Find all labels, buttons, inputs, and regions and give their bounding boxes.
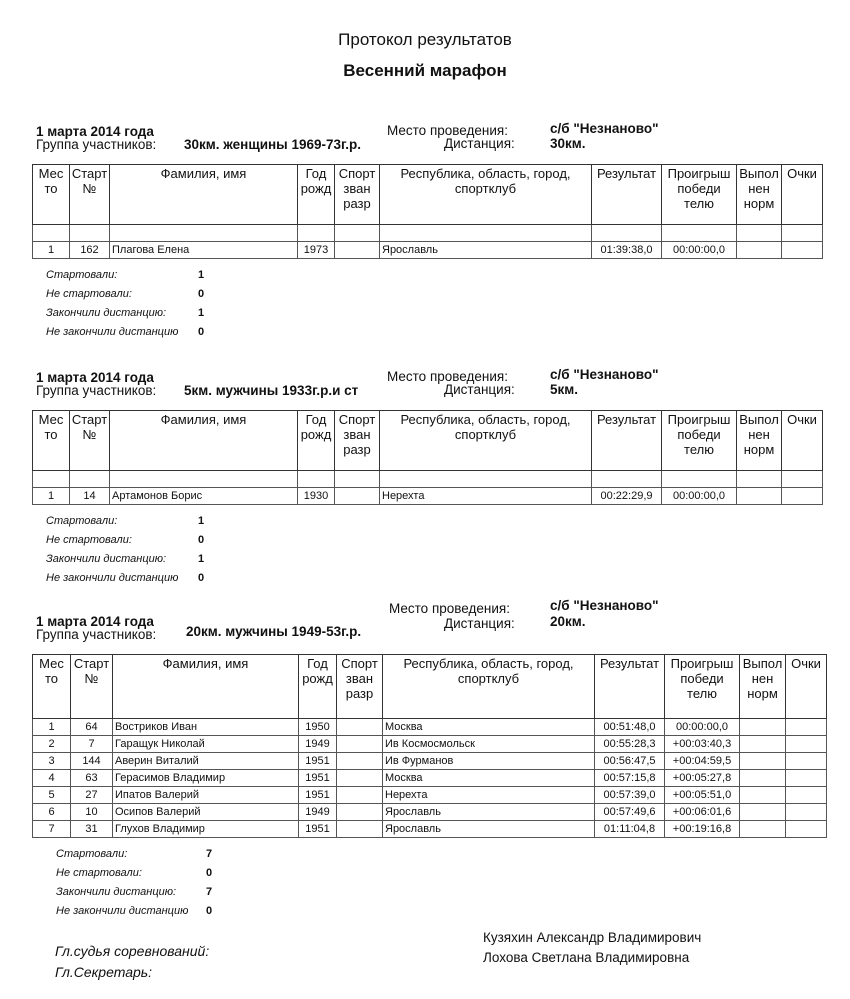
stat-started-label: Стартовали: <box>46 269 118 281</box>
place-label: Место проведения: <box>387 369 508 384</box>
cell-place: 4 <box>33 770 71 787</box>
stat-started-value: 1 <box>198 269 205 281</box>
cell-club: Нерехта <box>383 787 595 804</box>
cell-rank <box>337 736 383 753</box>
stat-finished-value: 1 <box>198 307 205 319</box>
col-start: Старт № <box>70 411 110 471</box>
cell-norm <box>740 787 786 804</box>
cell-name: Плагова Елена <box>110 242 298 259</box>
group-name: 30км. женщины 1969-73г.р. <box>184 137 362 152</box>
cell-start: 31 <box>71 821 113 838</box>
col-behind: Проигрыш победи телю <box>665 655 740 719</box>
cell-norm <box>740 821 786 838</box>
cell-year: 1951 <box>299 770 337 787</box>
section-date: 1 марта 2014 года <box>36 614 154 629</box>
col-name: Фамилия, имя <box>110 411 298 471</box>
cell-start: 10 <box>71 804 113 821</box>
cell-year: 1949 <box>299 736 337 753</box>
cell-rank <box>335 488 380 505</box>
stat-started-label: Стартовали: <box>46 515 118 527</box>
cell-club: Ярославль <box>383 804 595 821</box>
cell-behind: +00:05:51,0 <box>665 787 740 804</box>
cell-norm <box>740 804 786 821</box>
cell-start: 7 <box>71 736 113 753</box>
cell-result: 00:57:39,0 <box>595 787 665 804</box>
cell-year: 1930 <box>298 488 335 505</box>
cell-result: 01:39:38,0 <box>592 242 662 259</box>
stat-not-started-value: 0 <box>206 867 213 879</box>
cell-year: 1973 <box>298 242 335 259</box>
table-row <box>33 821 827 838</box>
cell-behind: 00:00:00,0 <box>662 488 737 505</box>
cell-start: 64 <box>71 719 113 736</box>
col-place: Мес то <box>33 411 70 471</box>
cell-name: Артамонов Борис <box>110 488 298 505</box>
group-label: Группа участников: <box>36 627 157 642</box>
group-label: Группа участников: <box>36 383 157 398</box>
col-club: Республика, область, город, спортклуб <box>380 411 592 471</box>
cell-place: 6 <box>33 804 71 821</box>
place-value: с/б "Незнаново" <box>550 367 659 382</box>
stat-started-value: 7 <box>206 848 213 860</box>
col-year: Год рожд <box>298 411 335 471</box>
col-year: Год рожд <box>299 655 337 719</box>
cell-place: 1 <box>33 488 70 505</box>
cell-result: 01:11:04,8 <box>595 821 665 838</box>
cell-rank <box>337 787 383 804</box>
cell-result: 00:51:48,0 <box>595 719 665 736</box>
group-name: 5км. мужчины 1933г.р.и ст <box>184 383 359 398</box>
cell-place: 7 <box>33 821 71 838</box>
cell-name: Глухов Владимир <box>113 821 299 838</box>
col-year: Год рожд <box>298 165 335 225</box>
col-result: Результат <box>592 411 662 471</box>
cell-club: Ярославль <box>380 242 592 259</box>
col-behind: Проигрыш победи телю <box>662 411 737 471</box>
cell-result: 00:57:15,8 <box>595 770 665 787</box>
cell-points <box>782 242 823 259</box>
cell-name: Аверин Виталий <box>113 753 299 770</box>
cell-points <box>786 821 827 838</box>
results-table <box>32 654 827 838</box>
group-label: Группа участников: <box>36 137 157 152</box>
group-name: 20км. мужчины 1949-53г.р. <box>186 624 362 639</box>
col-place: Мес то <box>33 655 71 719</box>
section-1 <box>32 121 827 345</box>
cell-start: 144 <box>71 753 113 770</box>
stat-finished-value: 7 <box>206 886 213 898</box>
place-value: с/б "Незнаново" <box>550 121 659 136</box>
cell-points <box>786 719 827 736</box>
cell-points <box>786 753 827 770</box>
cell-name: Герасимов Владимир <box>113 770 299 787</box>
cell-year: 1951 <box>299 787 337 804</box>
section-stats <box>46 269 827 345</box>
col-club: Республика, область, город, спортклуб <box>383 655 595 719</box>
event-name: Весенний марафон <box>343 61 507 80</box>
stat-not-finished-label: Не закончили дистанцию <box>46 572 179 584</box>
col-rank: Спорт зван разр <box>335 165 380 225</box>
distance-value: 5км. <box>550 382 579 397</box>
col-norm: Выпол нен норм <box>740 655 786 719</box>
col-name: Фамилия, имя <box>113 655 299 719</box>
cell-rank <box>337 804 383 821</box>
cell-behind: 00:00:00,0 <box>665 719 740 736</box>
stat-not-finished-value: 0 <box>198 326 205 338</box>
section-date: 1 марта 2014 года <box>36 124 154 139</box>
table-row <box>33 719 827 736</box>
table-row <box>33 753 827 770</box>
stat-started-value: 1 <box>198 515 205 527</box>
section-2 <box>32 367 827 591</box>
stat-not-finished-value: 0 <box>206 905 213 917</box>
place-value: с/б "Незнаново" <box>550 598 659 613</box>
distance-value: 30км. <box>550 136 586 151</box>
results-table <box>32 410 823 505</box>
cell-points <box>786 736 827 753</box>
stat-not-started-value: 0 <box>198 288 205 300</box>
cell-behind: +00:19:16,8 <box>665 821 740 838</box>
stat-not-started-label: Не стартовали: <box>56 867 142 879</box>
cell-club: Москва <box>383 770 595 787</box>
col-start: Старт № <box>71 655 113 719</box>
chief-judge-label: Гл.судья соревнований: <box>55 943 210 959</box>
cell-club: Ив Космосмольск <box>383 736 595 753</box>
cell-behind: +00:06:01,6 <box>665 804 740 821</box>
cell-behind: +00:05:27,8 <box>665 770 740 787</box>
stat-not-started-label: Не стартовали: <box>46 288 132 300</box>
cell-behind: +00:03:40,3 <box>665 736 740 753</box>
cell-result: 00:55:28,3 <box>595 736 665 753</box>
distance-value: 20км. <box>550 614 586 629</box>
cell-year: 1949 <box>299 804 337 821</box>
cell-start: 162 <box>70 242 110 259</box>
place-label: Место проведения: <box>389 601 510 616</box>
cell-name: Ипатов Валерий <box>113 787 299 804</box>
col-result: Результат <box>592 165 662 225</box>
distance-label: Дистанция: <box>444 616 515 631</box>
cell-year: 1951 <box>299 753 337 770</box>
cell-start: 14 <box>70 488 110 505</box>
place-label: Место проведения: <box>387 123 508 138</box>
col-club: Республика, область, город, спортклуб <box>380 165 592 225</box>
distance-label: Дистанция: <box>444 382 515 397</box>
col-norm: Выпол нен норм <box>737 165 782 225</box>
cell-start: 27 <box>71 787 113 804</box>
cell-norm <box>737 242 782 259</box>
cell-place: 3 <box>33 753 71 770</box>
cell-norm <box>740 736 786 753</box>
col-points: Очки <box>782 165 823 225</box>
cell-norm <box>740 719 786 736</box>
section-date: 1 марта 2014 года <box>36 370 154 385</box>
cell-name: Востриков Иван <box>113 719 299 736</box>
cell-result: 00:56:47,5 <box>595 753 665 770</box>
stat-finished-value: 1 <box>198 553 205 565</box>
cell-points <box>786 770 827 787</box>
col-rank: Спорт зван разр <box>335 411 380 471</box>
cell-points <box>782 488 823 505</box>
stat-not-started-label: Не стартовали: <box>46 534 132 546</box>
cell-rank <box>337 821 383 838</box>
stat-not-finished-value: 0 <box>198 572 205 584</box>
table-row <box>33 736 827 753</box>
cell-behind: +00:04:59,5 <box>665 753 740 770</box>
cell-points <box>786 804 827 821</box>
stat-not-finished-label: Не закончили дистанцию <box>56 905 189 917</box>
table-row <box>33 804 827 821</box>
cell-name: Гаращук Николай <box>113 736 299 753</box>
cell-year: 1950 <box>299 719 337 736</box>
cell-behind: 00:00:00,0 <box>662 242 737 259</box>
cell-club: Нерехта <box>380 488 592 505</box>
col-place: Мес то <box>33 165 70 225</box>
table-row <box>33 770 827 787</box>
col-start: Старт № <box>70 165 110 225</box>
col-behind: Проигрыш победи телю <box>662 165 737 225</box>
cell-norm <box>740 753 786 770</box>
section-header <box>32 121 827 164</box>
table-row <box>33 787 827 804</box>
stat-started-label: Стартовали: <box>56 848 128 860</box>
cell-rank <box>337 770 383 787</box>
col-points: Очки <box>786 655 827 719</box>
cell-rank <box>335 242 380 259</box>
chief-secretary-name: Лохова Светлана Владимировна <box>483 950 690 965</box>
section-header <box>32 367 827 410</box>
distance-label: Дистанция: <box>444 136 515 151</box>
section-3 <box>32 598 827 924</box>
cell-club: Москва <box>383 719 595 736</box>
section-header <box>32 598 827 654</box>
document-title: Протокол результатов <box>338 30 512 49</box>
col-norm: Выпол нен норм <box>737 411 782 471</box>
cell-club: Ив Фурманов <box>383 753 595 770</box>
cell-result: 00:57:49,6 <box>595 804 665 821</box>
cell-place: 1 <box>33 719 71 736</box>
cell-rank <box>337 719 383 736</box>
cell-place: 1 <box>33 242 70 259</box>
section-stats <box>56 848 827 924</box>
col-rank: Спорт зван разр <box>337 655 383 719</box>
cell-norm <box>737 488 782 505</box>
cell-points <box>786 787 827 804</box>
stat-not-started-value: 0 <box>198 534 205 546</box>
cell-name: Осипов Валерий <box>113 804 299 821</box>
cell-rank <box>337 753 383 770</box>
stat-not-finished-label: Не закончили дистанцию <box>46 326 179 338</box>
section-stats <box>46 515 827 591</box>
col-points: Очки <box>782 411 823 471</box>
stat-finished-label: Закончили дистанцию: <box>46 553 167 565</box>
chief-secretary-label: Гл.Секретарь: <box>55 964 153 980</box>
chief-judge-name: Кузяхин Александр Владимирович <box>483 930 702 945</box>
table-row <box>33 488 823 505</box>
results-table <box>32 164 823 259</box>
cell-year: 1951 <box>299 821 337 838</box>
cell-club: Ярославль <box>383 821 595 838</box>
stat-finished-label: Закончили дистанцию: <box>46 307 167 319</box>
cell-result: 00:22:29,9 <box>592 488 662 505</box>
cell-place: 2 <box>33 736 71 753</box>
col-result: Результат <box>595 655 665 719</box>
col-name: Фамилия, имя <box>110 165 298 225</box>
cell-place: 5 <box>33 787 71 804</box>
stat-finished-label: Закончили дистанцию: <box>56 886 177 898</box>
cell-start: 63 <box>71 770 113 787</box>
cell-norm <box>740 770 786 787</box>
table-row <box>33 242 823 259</box>
